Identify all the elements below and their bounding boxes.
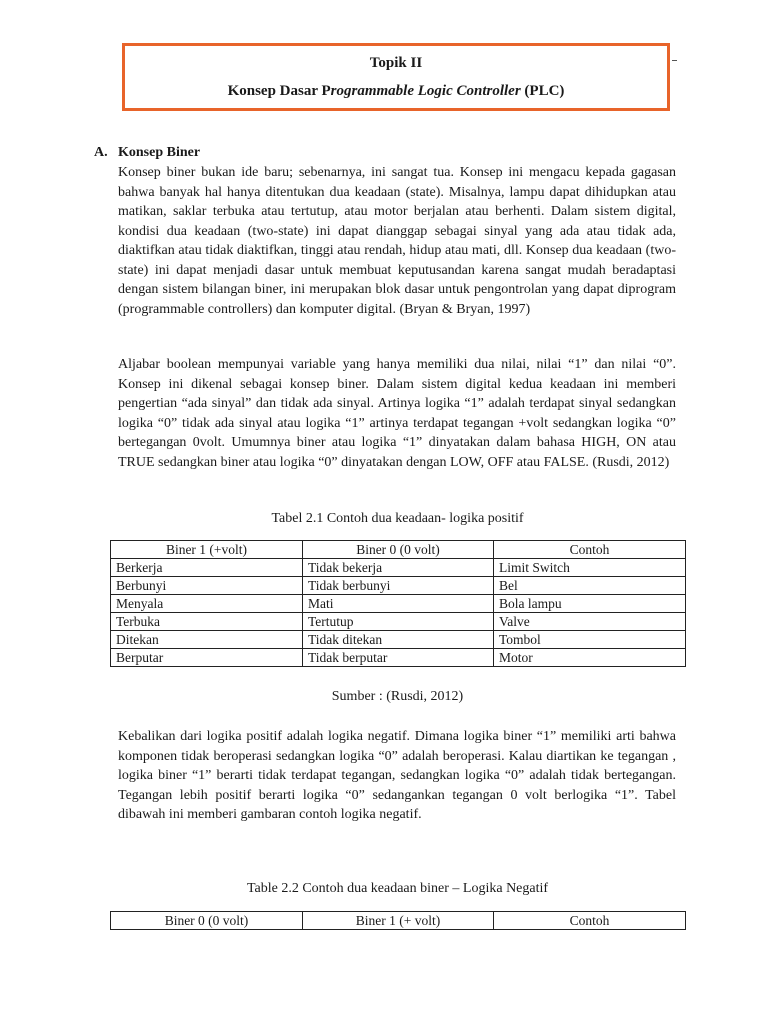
table-cell: Menyala bbox=[111, 595, 303, 613]
table-cell: Tombol bbox=[494, 631, 686, 649]
table-row bbox=[111, 649, 686, 667]
paragraph-1: Konsep biner bukan ide baru; sebenarnya, ini sangat tua. Konsep ini mengacu kepada gagasan bahwa banyak hal hanya ditentukan dua keadaan (state). Misalnya, lampu dapat dihidupkan atau matikan, saklar terbuka atau tertutup, atau motor berjalan atau berhenti. Dalam sistem digital, kondisi dua keadaan (two-state) ini dapat dianggap sebagai sinyal yang ada atau tidak ada, diaktifkan atau tidak diaktifkan, tinggi atau rendah, hidup atau mati, dll. Konsep dua keadaan (two-state) ini dapat menjadi dasar untuk membuat keputusandan karena sangat mudah beradaptasi dengan sistem bilangan biner, ini merupakan blok dasar untuk pengontrolan yang dapat diprogram (programmable controllers) dan komputer digital. (Bryan & Bryan, 1997) bbox=[118, 165, 676, 317]
table2-caption: Table 2.2 Contoh dua keadaan biner – Logika Negatif bbox=[246, 881, 549, 896]
table-header-cell: Biner 0 (0 volt) bbox=[111, 912, 303, 930]
table-header-cell: Contoh bbox=[494, 912, 686, 930]
table-cell: Tidak berputar bbox=[303, 649, 494, 667]
table-row bbox=[111, 595, 686, 613]
table-header-row bbox=[111, 912, 686, 930]
table-cell: Mati bbox=[303, 595, 494, 613]
table-cell: Ditekan bbox=[111, 631, 303, 649]
table-row bbox=[111, 631, 686, 649]
negative-logic-table bbox=[110, 911, 686, 930]
table-row bbox=[111, 577, 686, 595]
subtitle-italic: rogrammable Logic Controller bbox=[330, 83, 521, 99]
table-cell: Tidak berbunyi bbox=[303, 577, 494, 595]
table-cell: Tidak ditekan bbox=[303, 631, 494, 649]
table-header-row bbox=[111, 541, 686, 559]
subtitle-post: (PLC) bbox=[520, 83, 565, 99]
table-cell: Tidak bekerja bbox=[303, 559, 494, 577]
table-cell: Berkerja bbox=[111, 559, 303, 577]
section-letter: A. bbox=[94, 145, 108, 160]
section-title: Konsep Biner bbox=[118, 145, 201, 160]
table1-source: Sumber : (Rusdi, 2012) bbox=[331, 689, 464, 704]
table-cell: Bel bbox=[494, 577, 686, 595]
table-cell: Valve bbox=[494, 613, 686, 631]
table-row bbox=[111, 613, 686, 631]
title-box bbox=[122, 43, 670, 111]
positive-logic-table bbox=[110, 540, 686, 667]
table-cell: Limit Switch bbox=[494, 559, 686, 577]
paragraph-3: Kebalikan dari logika positif adalah logika negatif. Dimana logika biner “1” memiliki arti bahwa komponen tidak beroperasi sedangkan logika “0” adalah beroperasi. Kalau diartikan ke tegangan , logika biner “1” berarti tidak terdapat tegangan, sedangkan logika “0” adalah tidak bertegangan. Tegangan lebih positif berarti logika “0” sedangankan tegangan 0 volt berlogika “1”. Tabel dibawah ini memberi gambaran contoh logika negatif. bbox=[118, 729, 676, 822]
table-header-cell: Contoh bbox=[494, 541, 686, 559]
table-cell: Berbunyi bbox=[111, 577, 303, 595]
chapter-subtitle bbox=[125, 83, 667, 100]
table-cell: Motor bbox=[494, 649, 686, 667]
margin-mark bbox=[672, 60, 677, 61]
section-heading bbox=[94, 145, 200, 161]
table1-caption: Tabel 2.1 Contoh dua keadaan- logika positif bbox=[271, 511, 524, 526]
table-row bbox=[111, 559, 686, 577]
table-cell: Tertutup bbox=[303, 613, 494, 631]
paragraph-2: Aljabar boolean mempunyai variable yang hanya memiliki dua nilai, nilai “1” dan nilai “0”. Konsep ini dikenal sebagai konsep biner. Dalam sistem digital kedua keadaan ini memberi pengertian “ada sinyal” dan tidak ada sinyal. Artinya logika “1” adalah terdapat sinyal sedangkan logika “0” tidak ada sinyal atau logika “1” artinya terdapat tegangan +volt sedangkan logika “0” bertegangan 0volt. Umumnya biner atau logika “1” dinyatakan dalam bahasa HIGH, ON atau TRUE sedangkan biner atau logika “0” dinyatakan dengan LOW, OFF atau FALSE. (Rusdi, 2012) bbox=[118, 357, 676, 470]
table-cell: Bola lampu bbox=[494, 595, 686, 613]
table-header-cell: Biner 0 (0 volt) bbox=[303, 541, 494, 559]
topic-title: Topik II bbox=[369, 55, 423, 71]
table-cell: Berputar bbox=[111, 649, 303, 667]
table-cell: Terbuka bbox=[111, 613, 303, 631]
table-header-cell: Biner 1 (+ volt) bbox=[303, 912, 494, 930]
table-header-cell: Biner 1 (+volt) bbox=[111, 541, 303, 559]
subtitle-pre: Konsep Dasar P bbox=[227, 83, 331, 99]
